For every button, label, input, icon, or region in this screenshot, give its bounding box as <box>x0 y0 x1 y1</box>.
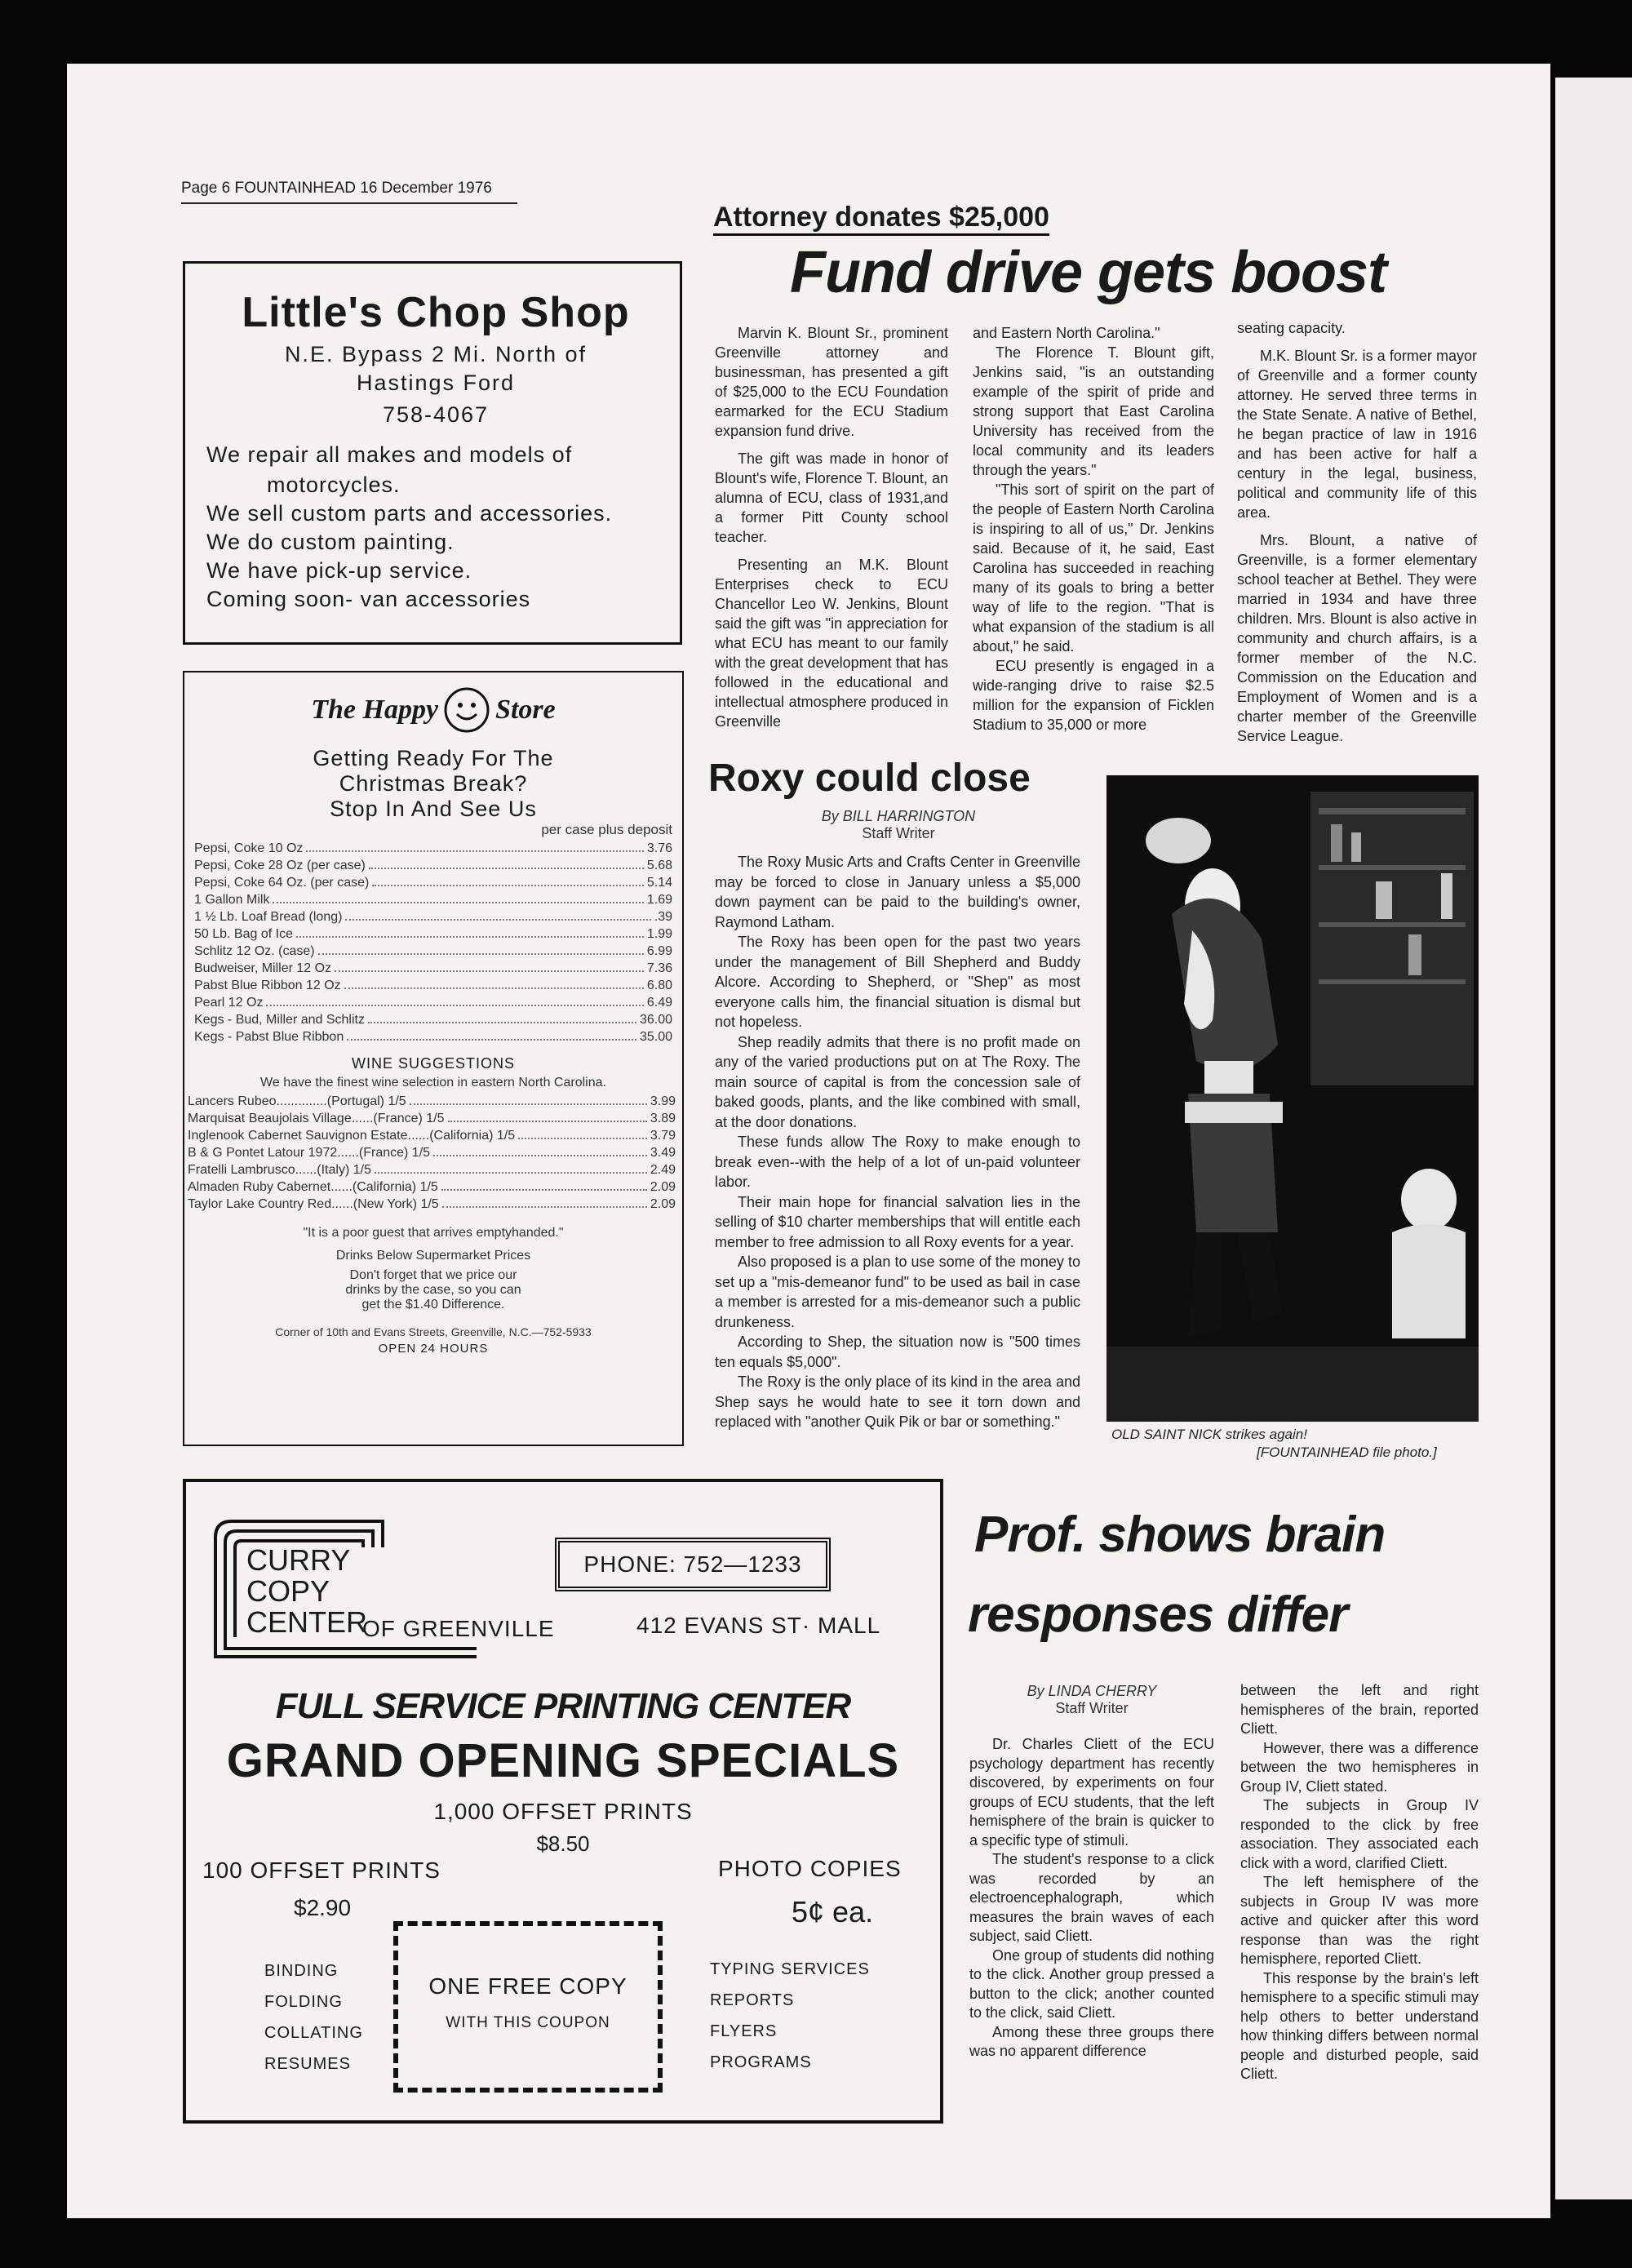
of-greenville: OF GREENVILLE <box>362 1616 555 1641</box>
price-row <box>194 857 672 874</box>
paragraph: The gift was made in honor of Blount's wife, Florence T. Blount, an alumna of ECU, class of 1931,and a former Pitt County school teacher. <box>715 450 948 545</box>
item-label: Pearl 12 Oz <box>194 996 264 1010</box>
paragraph: The Roxy Music Arts and Crafts Center in Greenville may be forced to close in January unless a $5,000 down payment can be paid to the building's owner, Raymond Latham. <box>715 854 1080 930</box>
service-item: TYPING SERVICES <box>710 1960 870 1978</box>
chop-shop-title: Little's Chop Shop <box>242 289 630 336</box>
item-label: Kegs - Bud, Miller and Schlitz <box>194 1013 365 1027</box>
item-label: Pepsi, Coke 10 Oz <box>194 841 304 855</box>
smiley-face-icon <box>443 686 490 734</box>
item-price: 35.00 <box>639 1030 672 1044</box>
item-label: Budweiser, Miller 12 Oz <box>194 961 332 975</box>
wine-intro: We have the finest wine selection in eastern North Carolina. <box>260 1076 606 1090</box>
chop-shop-address: N.E. Bypass 2 Mi. North of <box>284 342 588 366</box>
item-price: 3.76 <box>646 841 672 855</box>
paragraph: Also proposed is a plan to use some of the money to set up a "mis-demeanor fund" to be used as bail in case a member is arrested for a mis-demeanor such a public drunkeness. <box>715 1254 1080 1330</box>
curry-phone: PHONE: 752—1233 <box>583 1551 802 1577</box>
wine-label: Fratelli Lambrusco......(Italy) 1/5 <box>188 1163 371 1177</box>
item-label: Pepsi, Coke 64 Oz. (per case) <box>194 876 370 890</box>
paragraph: The Roxy is the only place of its kind in the area and Shep says he would hate to see it torn down and replaced with "another Quik Pik or bar or something." <box>715 1374 1080 1430</box>
item-price: 5.68 <box>646 859 672 872</box>
wine-list <box>188 1093 676 1213</box>
curry-headline-2: GRAND OPENING SPECIALS <box>226 1734 900 1787</box>
price-row <box>194 840 672 857</box>
roxy-byline: By BILL HARRINGTON <box>821 808 976 824</box>
item-label: 1 Gallon Milk <box>194 893 270 907</box>
santa-photo-image <box>1106 775 1479 1422</box>
happy-store-ad <box>183 671 684 1446</box>
paragraph: Mrs. Blount, a native of Greenville, is a former elementary school teacher at Bethel. They were married in 1934 and have three children. Mrs. Blount is also active in community and church affairs, is a former member of the N.C. Commission on the Education and Employment of Women and is a charter member of the Greenville Service League. <box>1237 532 1477 744</box>
paragraph: M.K. Blount Sr. is a former mayor of Greenville and a former county attorney. He served three terms in the State Senate. A native of Bethel, he began practice of law in 1916 and has been active for half a century in the legal, business, political and community life of this area. <box>1237 348 1477 521</box>
roxy-body <box>715 852 1080 1432</box>
curry-logo-line: COPY <box>246 1574 330 1608</box>
item-price: 7.36 <box>646 961 672 975</box>
wine-row <box>188 1196 676 1213</box>
happy-store-headline: Christmas Break? <box>339 771 528 796</box>
brain-headline-2: responses differ <box>968 1587 1348 1643</box>
roxy-byline-block <box>715 808 1082 842</box>
paragraph: seating capacity. <box>1237 320 1346 336</box>
wine-price: 2.09 <box>650 1180 676 1194</box>
curry-logo-line: CURRY <box>246 1543 351 1577</box>
curry-logo <box>207 1515 583 1660</box>
item-price: 6.99 <box>646 944 672 958</box>
wine-row <box>188 1110 676 1127</box>
curry-offer-1: 1,000 OFFSET PRINTS <box>433 1799 693 1824</box>
store-address: Corner of 10th and Evans Streets, Greenville, N.C.—752-5933 <box>275 1325 592 1338</box>
happy-store-headline: Getting Ready For The <box>313 746 554 770</box>
price-row <box>194 874 672 891</box>
item-price: .39 <box>654 910 672 924</box>
brain-col-1 <box>969 1735 1214 2062</box>
item-label: Pepsi, Coke 28 Oz (per case) <box>194 859 366 872</box>
service-item: COLLATING <box>264 2024 363 2042</box>
roxy-headline: Roxy could close <box>708 757 1031 800</box>
chop-shop-line: Coming soon- van accessories <box>206 587 531 611</box>
chop-shop-address2: Hastings Ford <box>356 371 516 395</box>
item-price: 6.49 <box>646 996 672 1010</box>
item-label: Schlitz 12 Oz. (case) <box>194 944 315 958</box>
price-row <box>194 908 672 925</box>
paragraph: and Eastern North Carolina." <box>973 325 1160 341</box>
fund-col-2 <box>973 323 1214 735</box>
service-item: PROGRAMS <box>710 2053 812 2071</box>
paragraph: According to Shep, the situation now is "500 times ten equals $5,000". <box>715 1334 1080 1370</box>
price-row <box>194 977 672 994</box>
curry-logo-underline-icon <box>207 1637 583 1660</box>
curry-offer-3: PHOTO COPIES <box>718 1856 902 1881</box>
wine-price: 3.99 <box>650 1094 676 1108</box>
paragraph: Among these three groups there was no apparent difference <box>969 2023 1214 2059</box>
chop-shop-line: We do custom painting. <box>206 530 455 554</box>
service-item: BINDING <box>264 1962 339 1980</box>
wine-price: 3.49 <box>650 1146 676 1160</box>
wine-heading: WINE SUGGESTIONS <box>351 1055 516 1072</box>
roxy-role: Staff Writer <box>862 825 935 841</box>
paragraph: These funds allow The Roxy to make enough to break even--with the help of a lot of un-paid volunteer labor. <box>715 1134 1080 1190</box>
dont-forget: Don't forget that we price our <box>349 1268 517 1282</box>
paragraph: One group of students did nothing to the click. Another group pressed a button to the click; another counted to the click, said Cliett. <box>969 1946 1214 2021</box>
wine-label: B & G Pontet Latour 1972......(France) 1/5 <box>188 1146 431 1160</box>
chop-shop-line: motorcycles. <box>267 473 401 497</box>
price-row <box>194 925 672 943</box>
per-case-note: per case plus deposit <box>541 822 672 837</box>
paragraph: Marvin K. Blount Sr., prominent Greenville attorney and businessman, has presented a gift of $25,000 to the ECU Foundation earmarked for the ECU Stadium expansion fund drive. <box>715 325 948 439</box>
curry-offer-3-price: 5¢ ea. <box>792 1895 874 1928</box>
chop-shop-phone: 758-4067 <box>382 402 490 427</box>
item-price: 6.80 <box>646 979 672 992</box>
wine-row <box>188 1144 676 1161</box>
fund-headline: Fund drive gets boost <box>790 240 1387 305</box>
paragraph: The student's response to a click was recorded by an electroencephalograph, which measures the brain waves of each subject, said Cliett. <box>969 1851 1214 1944</box>
wine-row <box>188 1127 676 1144</box>
wine-row <box>188 1161 676 1178</box>
coupon-title: ONE FREE COPY <box>428 1973 628 1999</box>
brain-byline-block <box>969 1683 1214 1717</box>
curry-headline-1: FULL SERVICE PRINTING CENTER <box>275 1686 851 1726</box>
price-row <box>194 891 672 908</box>
right-services <box>710 1954 870 2078</box>
happy-store-headline: Stop In And See Us <box>330 797 537 821</box>
photo-credit: [FOUNTAINHEAD file photo.] <box>1257 1445 1437 1460</box>
coupon-subtitle: WITH THIS COUPON <box>446 2014 610 2031</box>
wine-label: Inglenook Cabernet Sauvignon Estate......(California) 1/5 <box>188 1129 516 1143</box>
paragraph: This response by the brain's left hemisphere to a specific stimuli may help others to better understand how thinking differs between normal people and disturbed people, said Cliett. <box>1240 1969 1479 2082</box>
paragraph: "This sort of spirit on the part of the people of Eastern North Carolina is inspiring to all of us," Dr. Jenkins said. Because of it, he said, East Carolina has succeeded in reaching many of its goals to bring a better way of life to the region. "That is what expansion of the stadium is all about," he said. <box>973 482 1214 655</box>
service-item: REPORTS <box>710 1991 795 2009</box>
wine-label: Marquisat Beaujolais Village......(France) 1/5 <box>188 1112 445 1125</box>
item-label: 1 ½ Lb. Loaf Bread (long) <box>194 910 343 924</box>
price-row <box>194 994 672 1011</box>
service-item: RESUMES <box>264 2055 351 2073</box>
wine-price: 2.49 <box>650 1163 676 1177</box>
curry-phone-box <box>555 1538 831 1591</box>
drinks-below: Drinks Below Supermarket Prices <box>335 1249 531 1263</box>
curry-offer-2-price: $2.90 <box>294 1895 352 1920</box>
chop-shop-line: We have pick-up service. <box>206 558 472 583</box>
curry-offer-1-price: $8.50 <box>536 1831 590 1856</box>
price-row <box>194 1028 672 1045</box>
item-price: 1.99 <box>646 927 672 941</box>
curry-address: 412 EVANS ST· MALL <box>636 1613 881 1638</box>
paragraph: Dr. Charles Cliett of the ECU psychology department has recently discovered, by experiments on four groups of ECU students, that the left hemisphere of the brain is quicker to a specific type of stimuli. <box>969 1736 1214 1849</box>
chop-shop-line: We repair all makes and models of <box>206 442 573 467</box>
happy-store-logo-left: The Happy <box>311 695 439 725</box>
fund-kicker-text: Attorney donates $25,000 <box>713 202 1049 233</box>
paragraph: between the left and right hemispheres of the brain, reported Cliett. <box>1240 1682 1479 1737</box>
paragraph: Their main hope for financial salvation lies in the selling of $10 charter memberships that will entitle each member to free admission to all Roxy events for a year. <box>715 1193 1080 1250</box>
item-label: Pabst Blue Ribbon 12 Oz <box>194 979 341 992</box>
price-row <box>194 1011 672 1028</box>
adjacent-page-edge <box>1555 78 1632 2199</box>
left-services <box>264 1955 363 2079</box>
item-label: 50 Lb. Bag of Ice <box>194 927 293 941</box>
paragraph: However, there was a difference between the two hemispheres in Group IV, Cliett stated. <box>1240 1739 1479 1795</box>
fund-col-3 <box>1237 318 1477 746</box>
brain-role: Staff Writer <box>1055 1700 1129 1716</box>
photo-caption: OLD SAINT NICK strikes again! <box>1111 1427 1307 1442</box>
wine-label: Almaden Ruby Cabernet......(California) 1/5 <box>188 1180 438 1194</box>
happy-store-quote: "It is a poor guest that arrives emptyhanded." <box>303 1226 564 1240</box>
item-price: 36.00 <box>639 1013 672 1027</box>
paragraph: The Roxy has been open for the past two years under the management of Bill Shepherd and Buddy Alcore. According to Shepherd, or "Shep" as most everyone calls him, the financial situation is dismal but not hopeless. <box>715 934 1080 1030</box>
paragraph: ECU presently is engaged in a wide-ranging drive to raise $2.5 million for the expansion of Ficklen Stadium to 35,000 or more <box>973 658 1214 733</box>
fund-col-1 <box>715 323 948 731</box>
wine-price: 2.09 <box>650 1197 676 1211</box>
free-copy-coupon[interactable] <box>393 1921 663 2093</box>
curry-copy-ad <box>183 1479 943 2124</box>
wine-label: Taylor Lake Country Red......(New York) 1/5 <box>188 1197 439 1211</box>
item-price: 1.69 <box>646 893 672 907</box>
wine-row <box>188 1178 676 1196</box>
fund-kicker <box>713 201 1049 236</box>
paragraph: The subjects in Group IV responded to the click by free association. They associated each click with a word, clarified Cliett. <box>1240 1797 1479 1871</box>
dont-forget: get the $1.40 Difference. <box>361 1298 505 1312</box>
item-price: 5.14 <box>646 876 672 890</box>
wine-price: 3.79 <box>650 1129 676 1143</box>
service-item: FLYERS <box>710 2022 778 2040</box>
item-label: Kegs - Pabst Blue Ribbon <box>194 1030 344 1044</box>
wine-row <box>188 1093 676 1110</box>
paragraph: Shep readily admits that there is no profit made on any of the varied productions put on at The Roxy. The main source of capital is from the concession sale of baked goods, plants, and the like combined with small, at the door donations. <box>715 1033 1080 1130</box>
price-row <box>194 960 672 977</box>
curry-logo-line: CENTER <box>246 1605 368 1639</box>
price-row <box>194 943 672 960</box>
paragraph: The Florence T. Blount gift, Jenkins said, "is an outstanding example of the spirit of pride and strong support that East Carolina University has received from the local community and its leaders through the years." <box>973 344 1214 478</box>
brain-col-2 <box>1240 1681 1479 2084</box>
chop-shop-line: We sell custom parts and accessories. <box>206 501 613 526</box>
dont-forget: drinks by the case, so you can <box>345 1283 521 1297</box>
chop-shop-ad <box>183 261 682 645</box>
paragraph: Presenting an M.K. Blount Enterprises check to ECU Chancellor Leo W. Jenkins, Blount said the gift was "in appreciation for what ECU has meant to our family with the great development that has followed in the educational and intellectual atmosphere produced in Greenville <box>715 557 948 730</box>
price-list <box>194 840 672 1045</box>
wine-label: Lancers Rubeo..............(Portugal) 1/5 <box>188 1094 406 1108</box>
service-item: FOLDING <box>264 1993 343 2011</box>
page-info: Page 6 FOUNTAINHEAD 16 December 1976 <box>181 180 492 197</box>
wine-price: 3.89 <box>650 1112 676 1125</box>
brain-byline: By LINDA CHERRY <box>1027 1683 1157 1699</box>
brain-headline-1: Prof. shows brain <box>974 1507 1386 1563</box>
santa-photo <box>1106 775 1479 1422</box>
page-header <box>181 180 517 204</box>
curry-offer-2: 100 OFFSET PRINTS <box>202 1857 441 1883</box>
happy-store-logo-right: Store <box>495 695 556 725</box>
store-hours: OPEN 24 HOURS <box>378 1342 489 1356</box>
happy-store-logo <box>194 684 672 736</box>
paragraph: The left hemisphere of the subjects in Group IV was more active and quicker after this word response than was the right hemisphere, reported Cliett. <box>1240 1874 1479 1967</box>
